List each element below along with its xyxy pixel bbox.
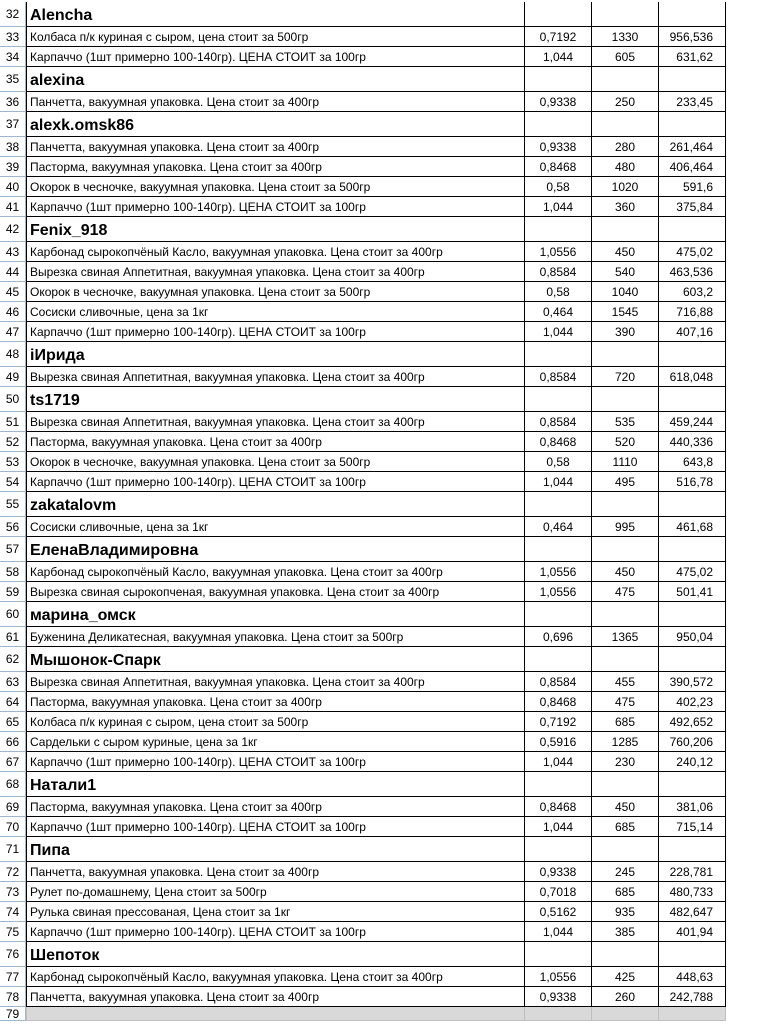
row-number[interactable]: 78 [0,987,26,1007]
row-number[interactable]: 32 [0,2,26,27]
empty-cell[interactable] [592,772,659,797]
group-header-row [0,342,765,367]
table-row [0,902,765,922]
price-cell[interactable]: 245 [592,862,659,882]
row-number[interactable]: 49 [0,367,26,387]
empty-cell[interactable] [592,2,659,27]
customer-name-cell[interactable]: Fenix_918 [26,217,525,242]
row-number[interactable]: 44 [0,262,26,282]
table-row [0,987,765,1007]
product-description-cell[interactable]: Карбонад сырокопчёный Касло, вакуумная упаковка. Цена стоит за 400гр [26,967,525,987]
product-description-cell[interactable]: Карбонад сырокопчёный Касло, вакуумная упаковка. Цена стоит за 400гр [26,242,525,262]
group-header-row [0,67,765,92]
product-description-cell[interactable]: Вырезка свиная Аппетитная, вакуумная упаковка. Цена стоит за 400гр [26,367,525,387]
product-description-cell[interactable]: Колбаса п/к куриная с сыром, цена стоит за 500гр [26,712,525,732]
total-cell[interactable]: 407,16 [659,322,726,342]
price-cell[interactable]: 605 [592,47,659,67]
table-row [0,157,765,177]
table-row [0,562,765,582]
price-cell[interactable]: 520 [592,432,659,452]
total-cell[interactable]: 591,6 [659,177,726,197]
empty-cell[interactable] [659,537,726,562]
total-cell[interactable]: 492,652 [659,712,726,732]
product-description-cell[interactable]: Вырезка свиная Аппетитная, вакуумная упаковка. Цена стоит за 400гр [26,672,525,692]
table-row [0,432,765,452]
product-description-cell[interactable]: Карпаччо (1шт примерно 100-140гр). ЦЕНА СТОИТ за 100гр [26,472,525,492]
total-cell[interactable]: 603,2 [659,282,726,302]
total-cell[interactable]: 381,06 [659,797,726,817]
coefficient-cell[interactable]: 0,9338 [525,92,592,112]
product-description-cell[interactable]: Рулька свиная прессованая, Цена стоит за 1кг [26,902,525,922]
empty-cell[interactable] [525,217,592,242]
customer-name-cell[interactable]: марина_омск [26,602,525,627]
price-cell[interactable]: 390 [592,322,659,342]
coefficient-cell[interactable]: 0,58 [525,177,592,197]
table-row [0,47,765,67]
product-description-cell[interactable]: Пасторма, вакуумная упаковка. Цена стоит за 400гр [26,797,525,817]
price-cell[interactable]: 1545 [592,302,659,322]
total-cell[interactable]: 402,23 [659,692,726,712]
row-number[interactable]: 38 [0,137,26,157]
customer-name-cell[interactable]: zakatalovm [26,492,525,517]
empty-cell[interactable] [525,602,592,627]
table-row [0,712,765,732]
group-header-row [0,2,765,27]
empty-cell[interactable] [659,2,726,27]
row-number[interactable]: 40 [0,177,26,197]
total-cell[interactable]: 956,536 [659,27,726,47]
row-number[interactable]: 65 [0,712,26,732]
row-number[interactable]: 35 [0,67,26,92]
total-cell[interactable]: 228,781 [659,862,726,882]
customer-name-cell[interactable]: ts1719 [26,387,525,412]
price-cell[interactable]: 450 [592,797,659,817]
empty-cell[interactable] [525,647,592,672]
row-number[interactable]: 58 [0,562,26,582]
table-row [0,797,765,817]
price-cell[interactable]: 450 [592,562,659,582]
product-description-cell[interactable]: Пасторма, вакуумная упаковка. Цена стоит за 400гр [26,692,525,712]
coefficient-cell[interactable]: 1,044 [525,817,592,837]
row-number[interactable]: 66 [0,732,26,752]
empty-cell[interactable] [525,67,592,92]
product-description-cell[interactable]: Карпаччо (1шт примерно 100-140гр). ЦЕНА СТОИТ за 100гр [26,922,525,942]
row-number[interactable]: 41 [0,197,26,217]
customer-name-cell[interactable]: ЕленаВладимировна [26,537,525,562]
empty-cell[interactable] [592,217,659,242]
empty-cell[interactable] [525,2,592,27]
coefficient-cell[interactable]: 0,8584 [525,412,592,432]
table-row [0,197,765,217]
price-cell[interactable]: 260 [592,987,659,1007]
empty-cell[interactable] [659,602,726,627]
table-row [0,282,765,302]
total-cell[interactable]: 390,572 [659,672,726,692]
total-cell[interactable]: 516,78 [659,472,726,492]
product-description-cell[interactable]: Окорок в чесночке, вакуумная упаковка. Цена стоит за 500гр [26,282,525,302]
table-row [0,27,765,47]
empty-cell[interactable] [592,942,659,967]
customer-name-cell[interactable]: alexina [26,67,525,92]
row-number[interactable]: 71 [0,837,26,862]
product-description-cell[interactable]: Сардельки с сыром куриные, цена за 1кг [26,732,525,752]
price-cell[interactable]: 1285 [592,732,659,752]
row-number[interactable]: 59 [0,582,26,602]
empty-cell[interactable] [592,112,659,137]
row-number[interactable]: 57 [0,537,26,562]
product-description-cell[interactable]: Карпаччо (1шт примерно 100-140гр). ЦЕНА СТОИТ за 100гр [26,817,525,837]
row-number[interactable]: 46 [0,302,26,322]
total-cell[interactable]: 375,84 [659,197,726,217]
price-cell[interactable]: 425 [592,967,659,987]
coefficient-cell[interactable]: 0,5162 [525,902,592,922]
row-number[interactable]: 75 [0,922,26,942]
customer-name-cell[interactable]: Alencha [26,2,525,27]
table-row [0,862,765,882]
product-description-cell[interactable]: Карпаччо (1шт примерно 100-140гр). ЦЕНА СТОИТ за 100гр [26,322,525,342]
coefficient-cell[interactable]: 1,0556 [525,967,592,987]
price-cell[interactable]: 995 [592,517,659,537]
price-cell[interactable]: 535 [592,412,659,432]
group-header-row [0,772,765,797]
row-number[interactable]: 72 [0,862,26,882]
product-description-cell[interactable]: Карпаччо (1шт примерно 100-140гр). ЦЕНА СТОИТ за 100гр [26,197,525,217]
total-cell[interactable]: 242,788 [659,987,726,1007]
empty-cell[interactable] [659,387,726,412]
total-cell[interactable]: 240,12 [659,752,726,772]
total-cell[interactable]: 631,62 [659,47,726,67]
table-row [0,692,765,712]
product-description-cell[interactable]: Вырезка свиная сырокопченая, вакуумная упаковка. Цена стоит за 400гр [26,582,525,602]
price-cell[interactable]: 385 [592,922,659,942]
total-cell[interactable]: 233,45 [659,92,726,112]
table-row [0,752,765,772]
empty-cell[interactable] [659,112,726,137]
customer-name-cell[interactable]: alexk.omsk86 [26,112,525,137]
coefficient-cell[interactable]: 1,044 [525,197,592,217]
coefficient-cell[interactable]: 0,58 [525,282,592,302]
group-header-row [0,387,765,412]
price-cell[interactable]: 540 [592,262,659,282]
row-number[interactable]: 42 [0,217,26,242]
coefficient-cell[interactable]: 0,9338 [525,862,592,882]
empty-cell[interactable] [26,1007,525,1021]
total-cell[interactable]: 715,14 [659,817,726,837]
coefficient-cell[interactable]: 1,0556 [525,582,592,602]
empty-cell[interactable] [592,647,659,672]
product-description-cell[interactable]: Карпаччо (1шт примерно 100-140гр). ЦЕНА СТОИТ за 100гр [26,752,525,772]
table-row [0,367,765,387]
price-cell[interactable]: 450 [592,242,659,262]
row-number[interactable]: 68 [0,772,26,797]
row-number[interactable]: 47 [0,322,26,342]
table-row [0,177,765,197]
row-number[interactable]: 67 [0,752,26,772]
empty-cell[interactable] [525,942,592,967]
coefficient-cell[interactable]: 0,8468 [525,797,592,817]
empty-cell[interactable] [659,647,726,672]
empty-cell[interactable] [525,112,592,137]
table-row [0,412,765,432]
price-cell[interactable]: 720 [592,367,659,387]
table-row [0,732,765,752]
table-row [0,922,765,942]
empty-cell[interactable] [525,492,592,517]
empty-cell[interactable] [659,942,726,967]
total-cell[interactable]: 401,94 [659,922,726,942]
empty-cell[interactable] [659,1007,726,1021]
coefficient-cell[interactable]: 0,8468 [525,692,592,712]
empty-cell[interactable] [525,342,592,367]
group-header-row [0,217,765,242]
row-number[interactable]: 33 [0,27,26,47]
product-description-cell[interactable]: Окорок в чесночке, вакуумная упаковка. Цена стоит за 500гр [26,452,525,472]
total-cell[interactable]: 716,88 [659,302,726,322]
coefficient-cell[interactable]: 1,0556 [525,562,592,582]
group-header-row [0,537,765,562]
price-cell[interactable]: 685 [592,817,659,837]
coefficient-cell[interactable]: 0,8468 [525,157,592,177]
price-cell[interactable]: 1330 [592,27,659,47]
total-cell[interactable]: 448,63 [659,967,726,987]
product-description-cell[interactable]: Панчетта, вакуумная упаковка. Цена стоит за 400гр [26,137,525,157]
product-description-cell[interactable]: Карбонад сырокопчёный Касло, вакуумная упаковка. Цена стоит за 400гр [26,562,525,582]
table-row [0,627,765,647]
price-cell[interactable]: 495 [592,472,659,492]
row-number[interactable]: 34 [0,47,26,67]
row-number[interactable]: 45 [0,282,26,302]
empty-cell[interactable] [659,492,726,517]
price-cell[interactable]: 455 [592,672,659,692]
empty-cell[interactable] [659,67,726,92]
table-row [0,92,765,112]
customer-name-cell[interactable]: iИрида [26,342,525,367]
row-number[interactable]: 55 [0,492,26,517]
total-cell[interactable]: 643,8 [659,452,726,472]
coefficient-cell[interactable]: 1,044 [525,322,592,342]
row-number[interactable]: 52 [0,432,26,452]
product-description-cell[interactable]: Вырезка свиная Аппетитная, вакуумная упаковка. Цена стоит за 400гр [26,412,525,432]
total-cell[interactable]: 501,41 [659,582,726,602]
total-cell[interactable]: 618,048 [659,367,726,387]
row-number[interactable]: 39 [0,157,26,177]
empty-cell[interactable] [592,537,659,562]
group-header-row [0,492,765,517]
empty-cell[interactable] [525,1007,592,1021]
total-cell[interactable]: 475,02 [659,562,726,582]
customer-name-cell[interactable]: Пипа [26,837,525,862]
total-cell[interactable]: 459,244 [659,412,726,432]
row-number[interactable]: 64 [0,692,26,712]
price-cell[interactable]: 1040 [592,282,659,302]
empty-cell[interactable] [525,537,592,562]
row-number[interactable]: 51 [0,412,26,432]
product-description-cell[interactable]: Панчетта, вакуумная упаковка. Цена стоит за 400гр [26,987,525,1007]
product-description-cell[interactable]: Сосиски сливочные, цена за 1кг [26,517,525,537]
coefficient-cell[interactable]: 1,044 [525,922,592,942]
coefficient-cell[interactable]: 1,044 [525,752,592,772]
row-number[interactable]: 74 [0,902,26,922]
price-cell[interactable]: 230 [592,752,659,772]
table-row [0,302,765,322]
coefficient-cell[interactable]: 0,464 [525,302,592,322]
coefficient-cell[interactable]: 0,464 [525,517,592,537]
price-cell[interactable]: 1365 [592,627,659,647]
total-cell[interactable]: 406,464 [659,157,726,177]
table-row [0,137,765,157]
price-cell[interactable]: 935 [592,902,659,922]
row-number[interactable]: 36 [0,92,26,112]
coefficient-cell[interactable]: 1,0556 [525,242,592,262]
coefficient-cell[interactable]: 0,9338 [525,987,592,1007]
total-cell[interactable]: 440,336 [659,432,726,452]
empty-cell[interactable] [659,217,726,242]
total-cell[interactable]: 461,68 [659,517,726,537]
total-cell[interactable]: 475,02 [659,242,726,262]
product-description-cell[interactable]: Панчетта, вакуумная упаковка. Цена стоит за 400гр [26,92,525,112]
row-number[interactable]: 53 [0,452,26,472]
row-number[interactable]: 69 [0,797,26,817]
empty-cell[interactable] [592,837,659,862]
empty-cell[interactable] [592,602,659,627]
price-cell[interactable]: 685 [592,882,659,902]
product-description-cell[interactable]: Рулет по-домашнему, Цена стоит за 500гр [26,882,525,902]
table-row [0,262,765,282]
group-header-row [0,837,765,862]
product-description-cell[interactable]: Карпаччо (1шт примерно 100-140гр). ЦЕНА СТОИТ за 100гр [26,47,525,67]
coefficient-cell[interactable]: 0,8584 [525,262,592,282]
customer-name-cell[interactable]: Шепоток [26,942,525,967]
table-row [0,582,765,602]
total-cell[interactable]: 480,733 [659,882,726,902]
row-number[interactable]: 50 [0,387,26,412]
empty-cell[interactable] [592,492,659,517]
table-row [0,882,765,902]
row-number[interactable]: 43 [0,242,26,262]
group-header-row [0,942,765,967]
row-number[interactable]: 48 [0,342,26,367]
total-cell[interactable]: 463,536 [659,262,726,282]
row-number[interactable]: 62 [0,647,26,672]
table-row [0,1007,765,1021]
row-number[interactable]: 79 [0,1007,26,1021]
total-cell[interactable]: 261,464 [659,137,726,157]
coefficient-cell[interactable]: 0,7018 [525,882,592,902]
row-number[interactable]: 73 [0,882,26,902]
coefficient-cell[interactable]: 0,5916 [525,732,592,752]
table-row [0,242,765,262]
empty-cell[interactable] [525,772,592,797]
empty-cell[interactable] [525,387,592,412]
coefficient-cell[interactable]: 0,8468 [525,432,592,452]
table-row [0,322,765,342]
product-description-cell[interactable]: Буженина Деликатесная, вакуумная упаковка. Цена стоит за 500гр [26,627,525,647]
row-number[interactable]: 70 [0,817,26,837]
product-description-cell[interactable]: Окорок в чесночке, вакуумная упаковка. Цена стоит за 500гр [26,177,525,197]
coefficient-cell[interactable]: 0,8584 [525,367,592,387]
group-header-row [0,112,765,137]
price-cell[interactable]: 475 [592,692,659,712]
table-row [0,472,765,492]
empty-cell[interactable] [592,67,659,92]
product-description-cell[interactable]: Сосиски сливочные, цена за 1кг [26,302,525,322]
table-row [0,452,765,472]
row-number[interactable]: 54 [0,472,26,492]
row-number[interactable]: 60 [0,602,26,627]
coefficient-cell[interactable]: 0,7192 [525,27,592,47]
table-row [0,967,765,987]
product-description-cell[interactable]: Колбаса п/к куриная с сыром, цена стоит за 500гр [26,27,525,47]
empty-cell[interactable] [592,387,659,412]
coefficient-cell[interactable]: 1,044 [525,472,592,492]
price-cell[interactable]: 1110 [592,452,659,472]
row-number[interactable]: 61 [0,627,26,647]
price-cell[interactable]: 250 [592,92,659,112]
price-cell[interactable]: 360 [592,197,659,217]
empty-cell[interactable] [659,772,726,797]
coefficient-cell[interactable]: 0,696 [525,627,592,647]
total-cell[interactable]: 482,647 [659,902,726,922]
price-cell[interactable]: 475 [592,582,659,602]
row-number[interactable]: 77 [0,967,26,987]
group-header-row [0,602,765,627]
table-row [0,517,765,537]
coefficient-cell[interactable]: 0,9338 [525,137,592,157]
coefficient-cell[interactable]: 0,58 [525,452,592,472]
table-row [0,817,765,837]
total-cell[interactable]: 760,206 [659,732,726,752]
price-cell[interactable]: 480 [592,157,659,177]
row-number[interactable]: 76 [0,942,26,967]
empty-cell[interactable] [659,342,726,367]
group-header-row [0,647,765,672]
coefficient-cell[interactable]: 0,8584 [525,672,592,692]
price-cell[interactable]: 1020 [592,177,659,197]
coefficient-cell[interactable]: 1,044 [525,47,592,67]
empty-cell[interactable] [592,1007,659,1021]
empty-cell[interactable] [525,837,592,862]
product-description-cell[interactable]: Пасторма, вакуумная упаковка. Цена стоит за 400гр [26,157,525,177]
product-description-cell[interactable]: Вырезка свиная Аппетитная, вакуумная упаковка. Цена стоит за 400гр [26,262,525,282]
row-number[interactable]: 37 [0,112,26,137]
table-row [0,672,765,692]
total-cell[interactable]: 950,04 [659,627,726,647]
product-description-cell[interactable]: Панчетта, вакуумная упаковка. Цена стоит за 400гр [26,862,525,882]
coefficient-cell[interactable]: 0,7192 [525,712,592,732]
customer-name-cell[interactable]: Мышонок-Спарк [26,647,525,672]
product-description-cell[interactable]: Пасторма, вакуумная упаковка. Цена стоит за 400гр [26,432,525,452]
customer-name-cell[interactable]: Натали1 [26,772,525,797]
empty-cell[interactable] [592,342,659,367]
price-cell[interactable]: 280 [592,137,659,157]
row-number[interactable]: 63 [0,672,26,692]
row-number[interactable]: 56 [0,517,26,537]
price-cell[interactable]: 685 [592,712,659,732]
empty-cell[interactable] [659,837,726,862]
